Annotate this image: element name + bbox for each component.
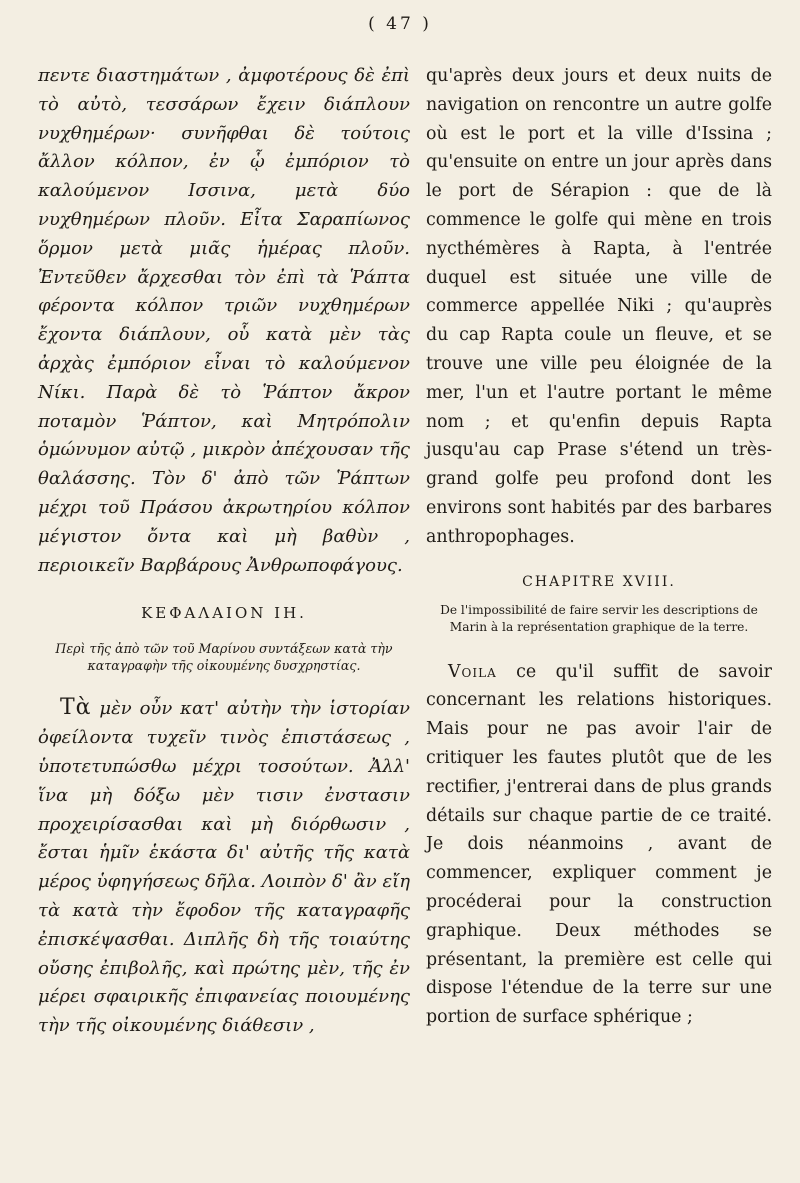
greek-column <box>38 62 410 1041</box>
greek-chapter-summary: Περὶ τῆς ἀπὸ τῶν τοῦ Μαρίνου συντάξεων κατὰ τὴν καταγραφὴν τῆς οἰκουμένης δυσχρηστίας. <box>55 641 393 674</box>
french-paragraph-2 <box>426 658 772 1032</box>
greek-paragraph-2-body: μὲν οὖν κατ' αὐτὴν τὴν ἱστορίαν ὀφείλοντα τυχεῖν τινὸς ἐπιστάσεως , ὑποτετυπώσθω μέχρι τοσούτων. Ἀλλ' ἵνα μὴ δόξω μὲν τισιν ἐνστασιν προχειρίσασθαι καὶ μὴ διόρθωσιν , ἔσται ἡμῖν ἑκάστα δι' αὐτῆς τῆς κατὰ μέρος ὑφηγήσεως δῆλα. Λοιπὸν δ' ἂν εἴη τὰ κατὰ τὴν ἔφοδον τῆς καταγραφῆς ἐπισκέψασθαι. Διπλῆς δὴ τῆς τοιαύτης οὔσης ἐπιβολῆς, καὶ πρώτης μὲν, τῆς ἐν μέρει σφαιρικῆς ἐπιφανείας ποιουμένης τὴν τῆς οἰκουμένης διάθεσιν , <box>38 698 410 1037</box>
greek-paragraph-1: πεντε διαστημάτων , ἀμφοτέρους δὲ ἐπὶ τὸ αὐτὸ, τεσσάρων ἔχειν διάπλουν νυχθημέρων· συνῆφθαι δὲ τούτοις ἄλλον κόλπον, ἐν ᾧ ἐμπόριον τὸ καλούμενον Ισσινα, μετὰ δύο νυχθημέρων πλοῦν. Εἶτα Σαραπίωνος ὅρμον μετὰ μιᾶς ἡμέρας πλοῦν. Ἐντεῦθεν ἄρχεσθαι τὸν ἐπὶ τὰ Ῥάπτα φέροντα κόλπον τριῶν νυχθημέρων ἔχοντα διάπλουν, οὗ κατὰ μὲν τὰς ἀρχὰς ἐμπόριον εἶναι τὸ καλούμενον Νίκι. Παρὰ δὲ τὸ Ῥάπτον ἄκρον ποταμὸν Ῥάπτον, καὶ Μητρόπολιν ὁμώνυμον αὐτῷ , μικρὸν ἀπέχουσαν τῆς θαλάσσης. Τὸν δ' ἀπὸ τῶν Ῥάπτων μέχρι τοῦ Πράσου ἀκρωτηρίου κόλπον μέγιστον ὄντα καὶ μὴ βαθὺν , περιοικεῖν Βαρβάρους Ἀνθρωποφάγους. <box>38 65 410 576</box>
greek-initial: Τὰ <box>60 695 92 721</box>
page-number: ( 47 ) <box>368 14 432 34</box>
french-paragraph-1: qu'après deux jours et deux nuits de navigation on rencontre un autre golfe où est le port et la ville d'Issina ; qu'ensuite on entre un jour après dans le port de Sérapion : que de là commence le golfe qui mène en trois nycthémères à Rapta, à l'entrée duquel est située une ville de commerce appellée Niki ; qu'auprès du cap Rapta coule un fleuve, et se trouve une ville peu éloignée de la mer, l'un et l'autre portant le même nom ; et qu'enfin depuis Rapta jusqu'au cap Prase s'étend un très-grand golfe peu profond dont les environs sont habités par des barbares anthropophages. <box>426 66 772 547</box>
greek-chapter-heading: ΚΕΦΑΛΑΙΟΝ ΙΗ. <box>141 604 307 623</box>
french-paragraph-2-body: ce qu'il suffit de savoir concernant les relations historiques. Mais pour ne pas avoir l'air de critiquer les fautes plutôt que de les rectifier, j'entrerai dans de plus grands détails sur chaque partie de ce traité. Je dois néanmoins , avant de commencer, expliquer comment je procéderai pour la construction graphique. Deux méthodes se présentant, la première est celle qui dispose l'étendue de la terre sur une portion de surface sphérique ; <box>426 661 772 1028</box>
french-chapter-heading: CHAPITRE XVIII. <box>522 573 676 590</box>
french-chapter-summary: De l'impossibilité de faire servir les descriptions de Marin à la représentation graphique de la terre. <box>440 602 758 634</box>
greek-paragraph-2 <box>38 694 410 1041</box>
french-initial: Voila <box>448 661 497 682</box>
french-column <box>426 62 772 1032</box>
